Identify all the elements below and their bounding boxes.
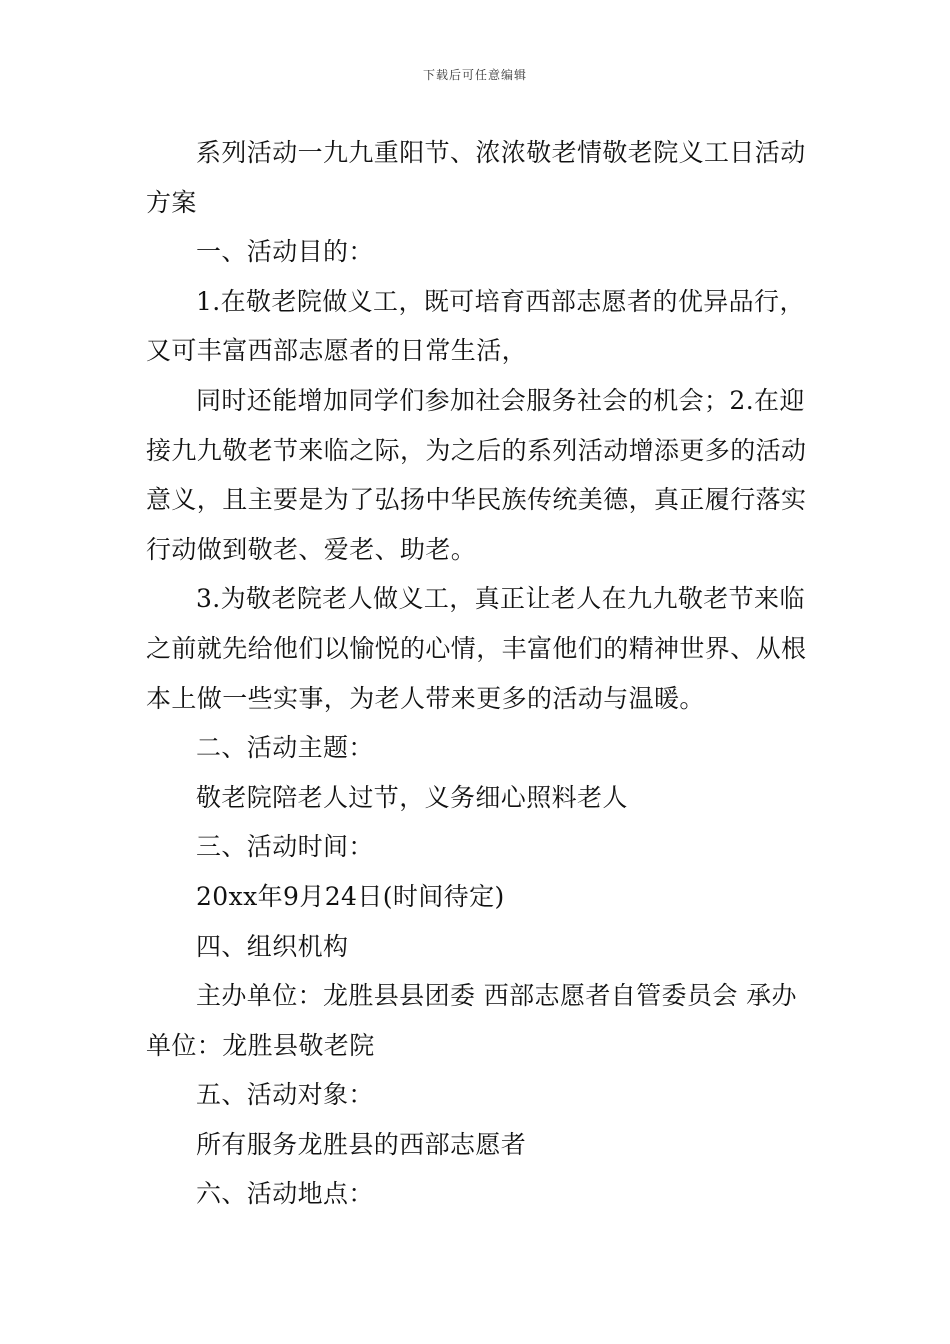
purpose-item-1: 1.在敬老院做义工，既可培育西部志愿者的优异品行，又可丰富西部志愿者的日常生活， [146,286,805,366]
time-text: 20xx年9月24日(时间待定) [196,881,505,911]
section-heading-time: 三、活动时间： [196,832,374,862]
audience-text: 所有服务龙胜县的西部志愿者 [196,1129,527,1159]
purpose-item-1-continued: 同时还能增加同学们参加社会服务社会的机会；2.在迎接九九敬老节来临之际，为之后的系列活动增添更多的活动意义，且主要是为了弘扬中华民族传统美德，真正履行落实行动做到敬老、爱老、助老。 [146,385,807,564]
section-heading-location: 六、活动地点： [196,1179,374,1209]
organization-text: 主办单位：龙胜县县团委 西部志愿者自管委员会 承办单位：龙胜县敬老院 [146,981,797,1060]
page-header-note: 下载后可任意编辑 [422,68,527,82]
document-body [146,128,812,1219]
section-heading-organization: 四、组织机构 [196,931,349,961]
section-heading-theme: 二、活动主题： [196,733,374,763]
section-heading-purpose: 一、活动目的： [196,237,374,267]
purpose-item-3: 3.为敬老院老人做义工，真正让老人在九九敬老节来临之前就先给他们以愉悦的心情，丰富他们的精神世界、从根本上做一些实事，为老人带来更多的活动与温暖。 [146,584,807,713]
section-heading-audience: 五、活动对象： [196,1080,374,1110]
theme-text: 敬老院陪老人过节，义务细心照料老人 [196,782,628,812]
document-title: 系列活动一九九重阳节、浓浓敬老情敬老院义工日活动方案 [146,138,806,217]
